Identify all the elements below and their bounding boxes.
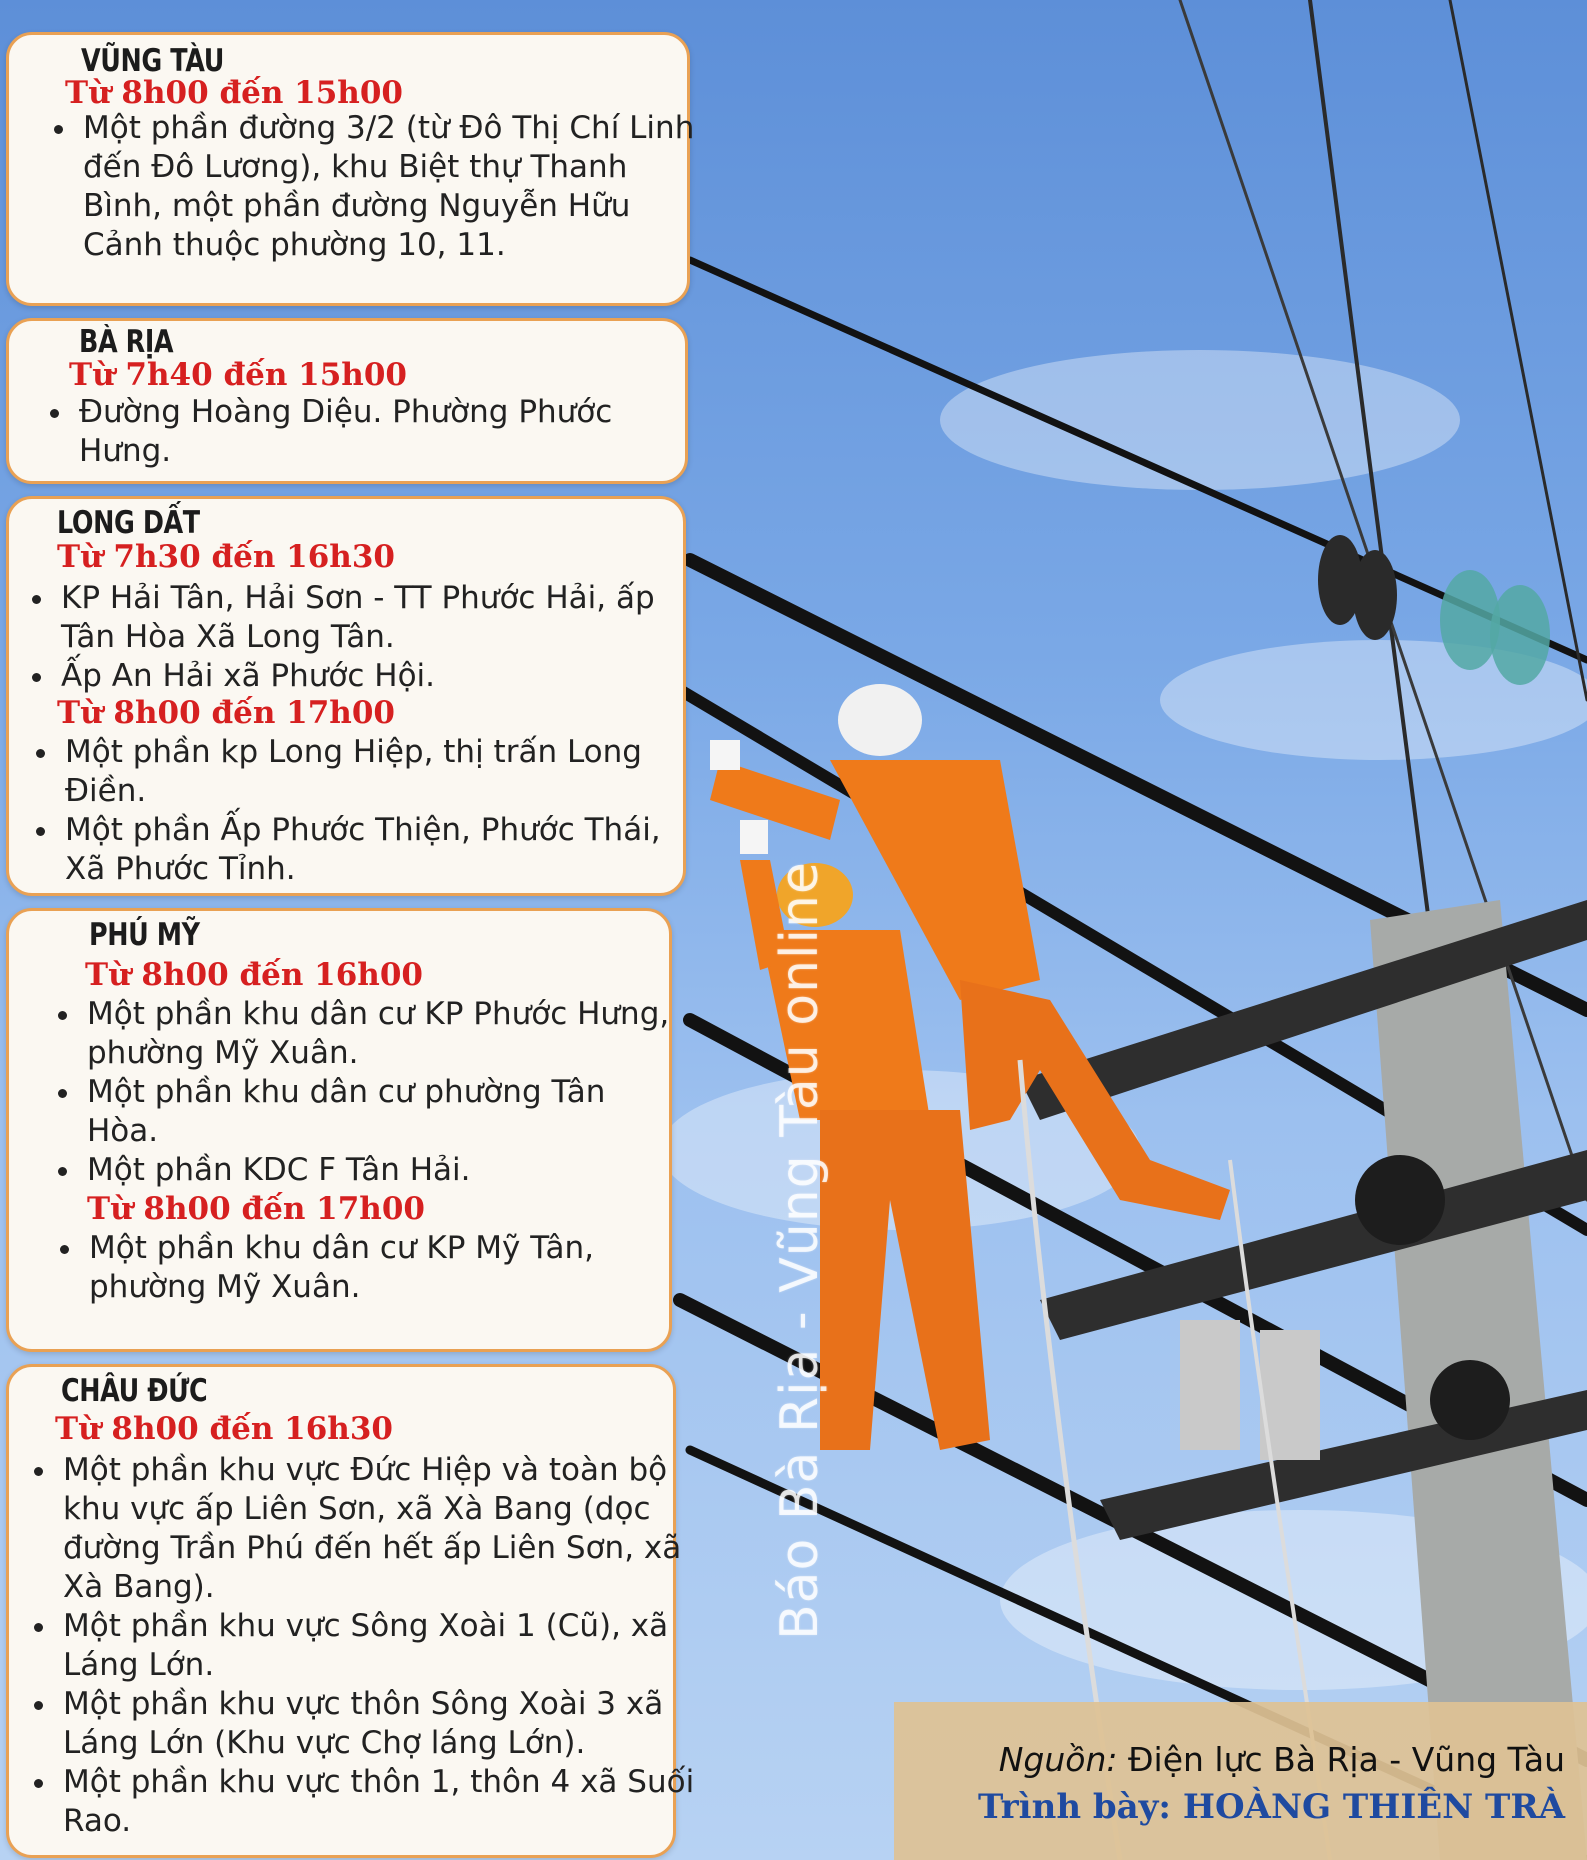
list-item: • Một phần kp Long Hiệp, thị trấn Long Điền.	[61, 733, 701, 811]
time-range: Từ 8h00 đến 16h30	[55, 1411, 393, 1447]
list-item: • Một phần Ấp Phước Thiện, Phước Thái, Xã Phước Tỉnh.	[61, 811, 701, 889]
region-card-long-dat	[6, 496, 686, 896]
area-list	[53, 995, 683, 1190]
list-item: • Một phần KDC F Tân Hải.	[83, 1151, 683, 1190]
list-item: • Một phần khu dân cư phường Tân Hòa.	[83, 1073, 683, 1151]
list-item: • Một phần đường 3/2 (từ Đô Thị Chí Linh đến Đô Lương), khu Biệt thự Thanh Bình, một phần đường Nguyễn Hữu Cảnh thuộc phường 10, 11.	[79, 109, 699, 265]
time-range: Từ 7h40 đến 15h00	[69, 357, 407, 393]
area-list	[29, 1451, 699, 1841]
area-list	[49, 109, 699, 265]
area-list	[31, 733, 701, 889]
list-item: • Một phần khu vực Sông Xoài 1 (Cũ), xã Láng Lớn.	[59, 1607, 699, 1685]
region-card-chau-duc	[6, 1364, 695, 1858]
time-range: Từ 8h00 đến 16h00	[85, 957, 423, 993]
time-range: Từ 7h30 đến 16h30	[57, 539, 395, 575]
watermark-text: Báo Bà Rịa - Vũng Tàu online	[770, 861, 830, 1640]
region-title: CHÂU ĐỨC	[61, 1373, 208, 1409]
list-item: • Một phần khu dân cư KP Mỹ Tân, phường Mỹ Xuân.	[85, 1229, 685, 1307]
time-range: Từ 8h00 đến 15h00	[65, 75, 403, 111]
region-card-phu-my	[6, 908, 672, 1352]
region-card-vung-tau	[6, 32, 695, 306]
region-title: VŨNG TÀU	[81, 43, 224, 79]
list-item: • Một phần khu vực Đức Hiệp và toàn bộ khu vực ấp Liên Sơn, xã Xà Bang (dọc đường Trần Phú đến hết ấp Liên Sơn, xã Xà Bang).	[59, 1451, 699, 1607]
list-item: • Một phần khu vực thôn Sông Xoài 3 xã Láng Lớn (Khu vực Chợ láng Lớn).	[59, 1685, 699, 1763]
area-list	[27, 579, 697, 696]
area-list	[45, 393, 685, 471]
list-item: • Ấp An Hải xã Phước Hội.	[57, 657, 697, 696]
list-item: • Một phần khu dân cư KP Phước Hưng, phường Mỹ Xuân.	[83, 995, 683, 1073]
area-list	[55, 1229, 685, 1307]
list-item: • Đường Hoàng Diệu. Phường Phước Hưng.	[75, 393, 685, 471]
list-item: • Một phần khu vực thôn 1, thôn 4 xã Suối Rao.	[59, 1763, 699, 1841]
source-line	[894, 1740, 1565, 1779]
region-card-ba-ria	[6, 318, 688, 484]
list-item: • KP Hải Tân, Hải Sơn - TT Phước Hải, ấp Tân Hòa Xã Long Tân.	[57, 579, 697, 657]
credit-box	[894, 1702, 1587, 1860]
time-range: Từ 8h00 đến 17h00	[87, 1191, 425, 1227]
region-title: LONG DẤT	[57, 505, 200, 541]
source-label: Nguồn:	[998, 1740, 1118, 1779]
region-title: BÀ RỊA	[79, 324, 174, 360]
author-line: Trình bày: HOÀNG THIÊN TRÀ	[977, 1787, 1565, 1827]
source-value: Điện lực Bà Rịa - Vũng Tàu	[1127, 1740, 1565, 1779]
region-title: PHÚ MỸ	[89, 917, 200, 953]
time-range: Từ 8h00 đến 17h00	[57, 695, 395, 731]
